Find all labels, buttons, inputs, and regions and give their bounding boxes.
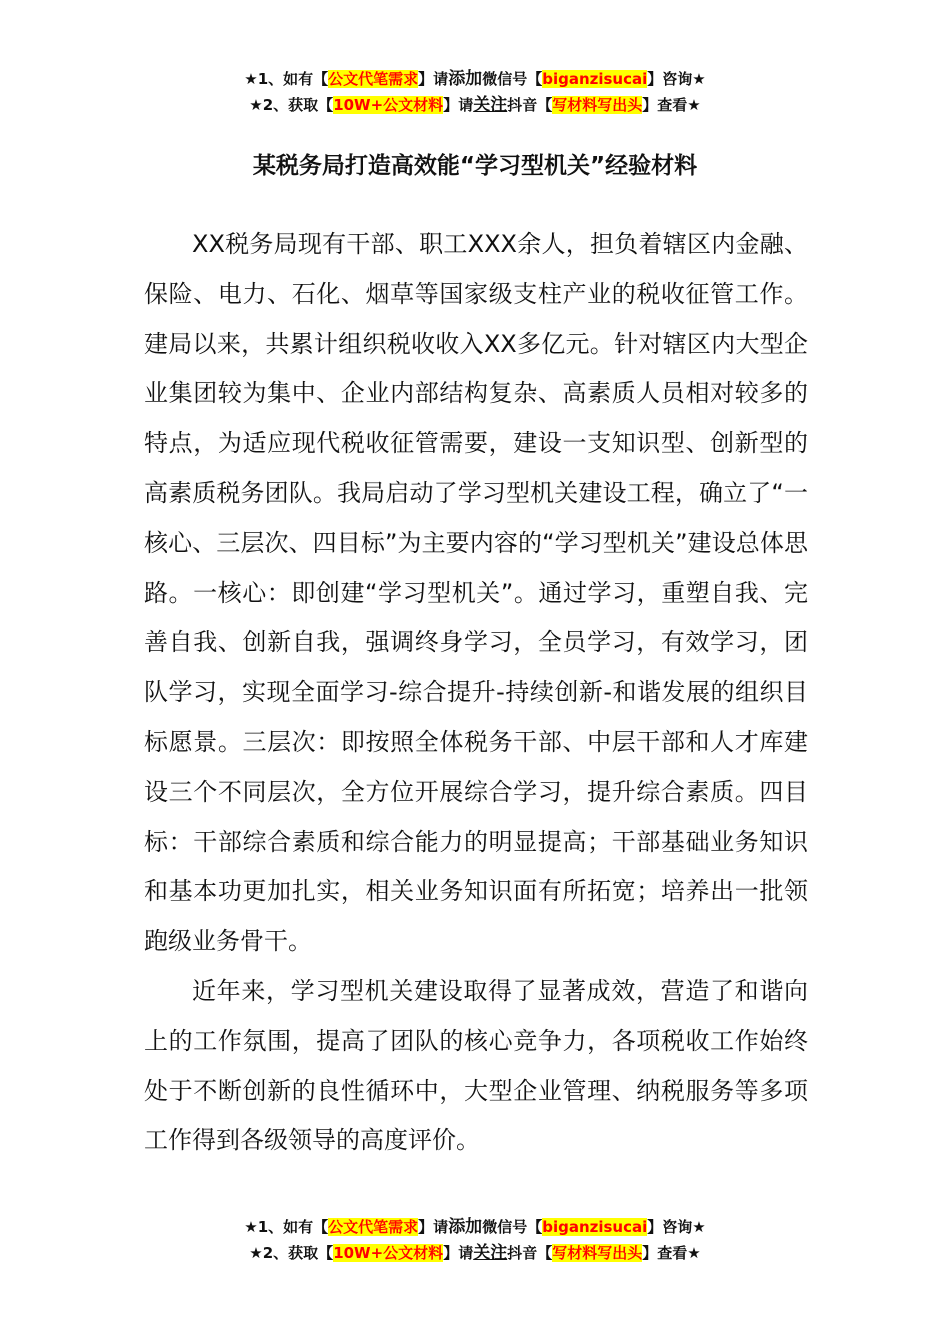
document-title: 某税务局打造高效能“学习型机关”经验材料	[252, 153, 698, 179]
highlight-wechat-id: biganzisucai	[542, 70, 648, 88]
promo-banner-bottom	[0, 1214, 950, 1266]
highlight-wechat-id: biganzisucai	[542, 1218, 648, 1236]
promo-banner-top	[0, 66, 950, 118]
highlight-service: 公文代笔需求	[328, 70, 419, 88]
highlight-materials: 10W+公文材料	[333, 1244, 444, 1262]
document-body	[144, 220, 808, 1166]
highlight-materials: 10W+公文材料	[333, 96, 444, 114]
highlight-douyin-account: 写材料写出头	[552, 96, 643, 114]
paragraph: XX税务局现有干部、职工XXX余人，担负着辖区内金融、保险、电力、石化、烟草等国家级支柱产业的税收征管工作。建局以来，共累计组织税收收入XX多亿元。针对辖区内大型企业集团较为集中、企业内部结构复杂、高素质人员相对较多的特点，为适应现代税收征管需要，建设一支知识型、创新型的高素质税务团队。我局启动了学习型机关建设工程，确立了“一核心、三层次、四目标”为主要内容的“学习型机关”建设总体思路。一核心：即创建“学习型机关”。通过学习，重塑自我、完善自我、创新自我，强调终身学习，全员学习，有效学习，团队学习，实现全面学习-综合提升-持续创新-和谐发展的组织目标愿景。三层次：即按照全体税务干部、中层干部和人才库建设三个不同层次，全方位开展综合学习，提升综合素质。四目标：干部综合素质和综合能力的明显提高；干部基础业务知识和基本功更加扎实，相关业务知识面有所拓宽；培养出一批领跑级业务骨干。	[144, 230, 808, 956]
promo-line-1: ★1、如有【公文代笔需求】请添加微信号【biganzisucai】咨询★	[244, 1217, 706, 1237]
promo-line-2: ★2、获取【10W+公文材料】请关注抖音【写材料写出头】查看★	[249, 1243, 701, 1263]
highlight-douyin-account: 写材料写出头	[552, 1244, 643, 1262]
highlight-service: 公文代笔需求	[328, 1218, 419, 1236]
promo-line-2: ★2、获取【10W+公文材料】请关注抖音【写材料写出头】查看★	[249, 95, 701, 115]
paragraph: 近年来，学习型机关建设取得了显著成效，营造了和谐向上的工作氛围，提高了团队的核心竞争力，各项税收工作始终处于不断创新的良性循环中，大型企业管理、纳税服务等多项工作得到各级领导的高度评价。	[144, 976, 808, 1155]
promo-line-1: ★1、如有【公文代笔需求】请添加微信号【biganzisucai】咨询★	[244, 69, 706, 89]
